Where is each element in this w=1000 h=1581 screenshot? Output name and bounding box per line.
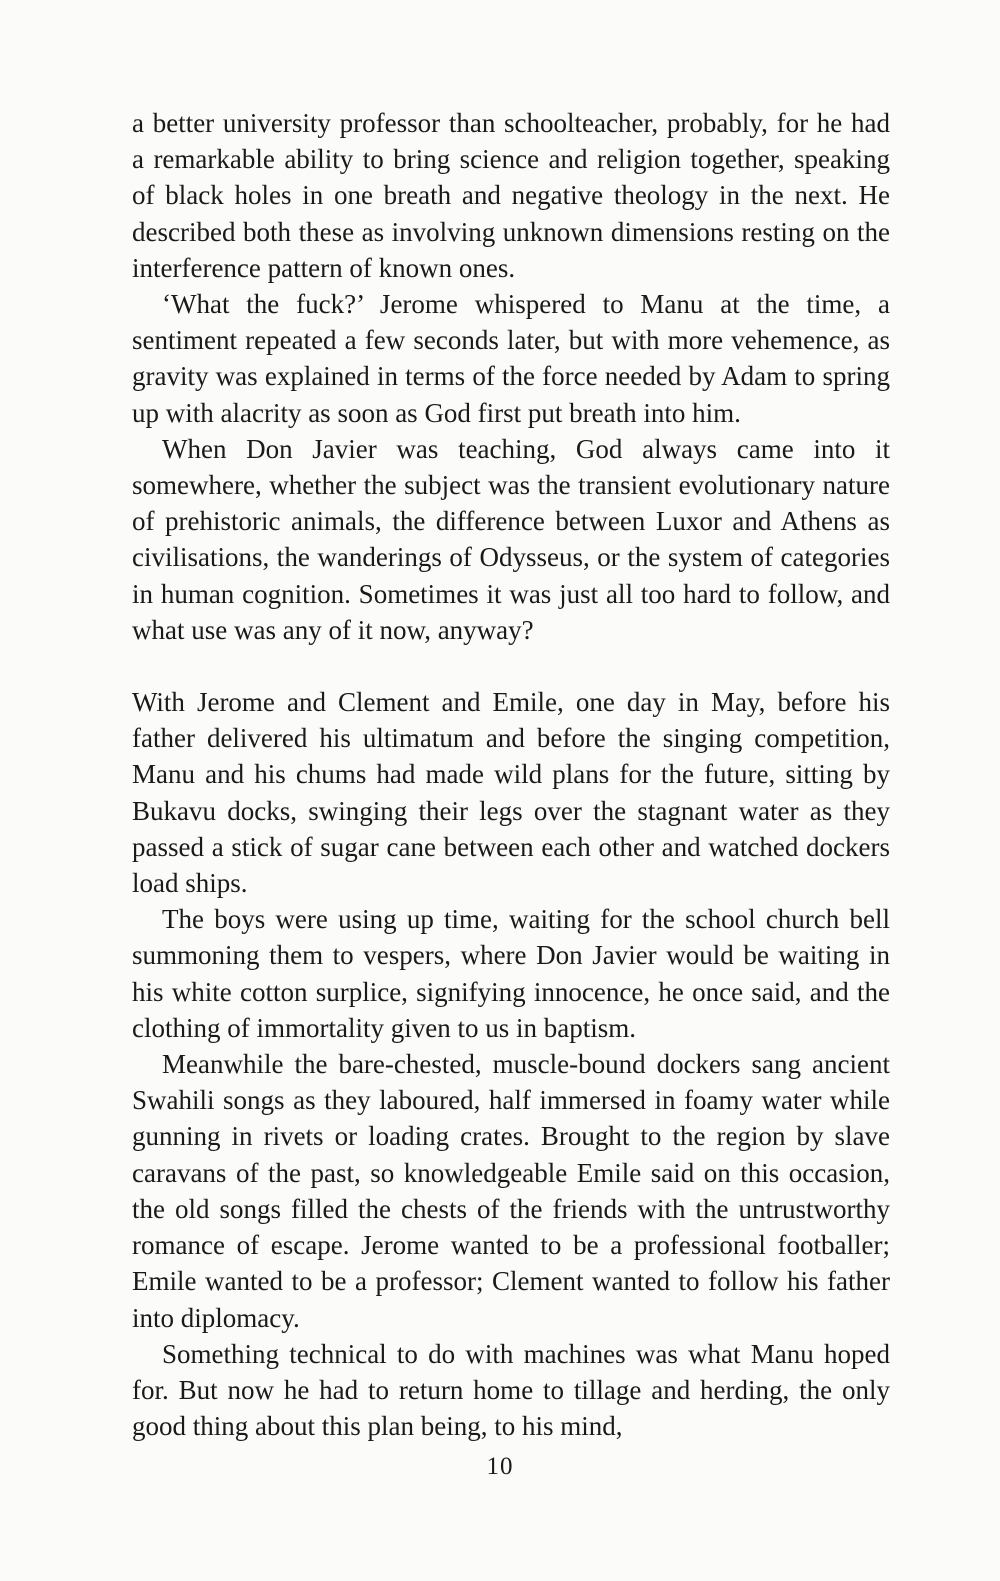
paragraph-4: With Jerome and Clement and Emile, one day in May, before his father delivered his ultimatum and before the singing competition, Manu and his chums had made wild plans for the future, sitting by Bukavu docks, swinging their legs over the stagnant water as they passed a stick of sugar cane between each other and watched dockers load ships. — [132, 687, 890, 899]
paragraph-2: ‘What the fuck?’ Jerome whispered to Manu at the time, a sentiment repeated a few seconds later, but with more vehemence, as gravity was explained in terms of the force needed by Adam to spring up with alacrity as soon as God first put breath into him. — [132, 289, 890, 428]
page-body — [132, 105, 890, 1444]
paragraph-5: The boys were using up time, waiting for the school church bell summoning them to vespers, where Don Javier would be waiting in his white cotton surplice, signifying innocence, he once said, and the clothing of immortality given to us in baptism. — [132, 904, 890, 1043]
page-number: 10 — [486, 1453, 514, 1480]
paragraph-6: Meanwhile the bare-chested, muscle-bound dockers sang ancient Swahili songs as they laboured, half immersed in foamy water while gunning in rivets or loading crates. Brought to the region by slave caravans of the past, so knowledgeable Emile said on this occasion, the old songs filled the chests of the friends with the untrustworthy romance of escape. Jerome wanted to be a professional footballer; Emile wanted to be a professor; Clement wanted to follow his father into diplomacy. — [132, 1049, 890, 1333]
paragraph-3: When Don Javier was teaching, God always came into it somewhere, whether the subject was the transient evolutionary nature of prehistoric animals, the difference between Luxor and Athens as civilisations, the wanderings of Odysseus, or the system of categories in human cognition. Sometimes it was just all too hard to follow, and what use was any of it now, anyway? — [132, 433, 890, 645]
section-break — [132, 648, 890, 684]
paragraph-1: a better university professor than schoolteacher, probably, for he had a remarkable ability to bring science and religion together, speaking of black holes in one breath and negative theology in the next. He described both these as involving unknown dimensions resting on the interference pattern of known ones. — [132, 108, 890, 283]
paragraph-7: Something technical to do with machines was what Manu hoped for. But now he had to return home to tillage and herding, the only good thing about this plan being, to his mind, — [132, 1338, 890, 1442]
